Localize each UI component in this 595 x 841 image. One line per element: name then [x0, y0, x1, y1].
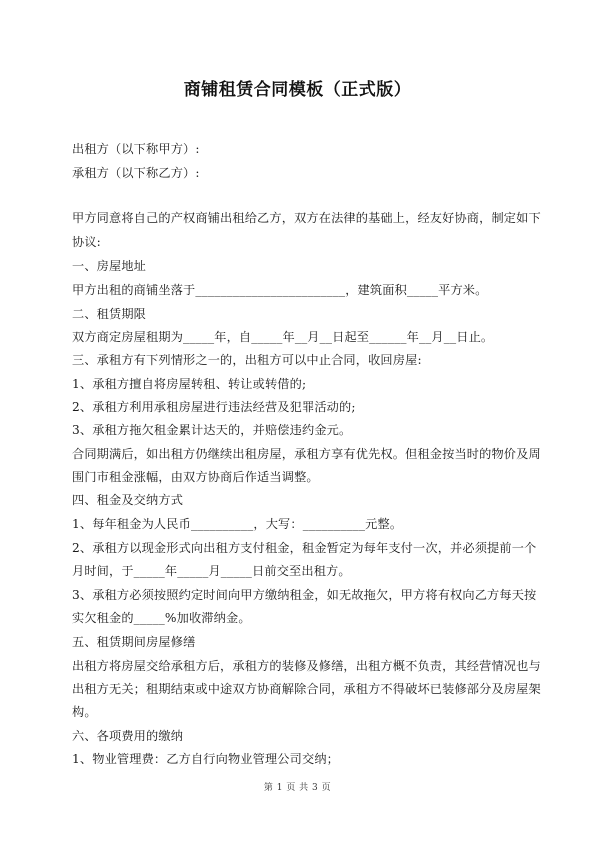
paragraph-line: 出租方（以下称甲方）:: [72, 142, 200, 156]
paragraph-line: 围门市租金涨幅，由双方协商后作适当调整。: [72, 470, 319, 484]
list-item: 2、承租方以现金形式向出租方支付租金，租金暂定为每年支付一次，并必须提前一个: [72, 541, 537, 555]
list-item: 1、承租方擅自将房屋转租、转让或转借的;: [72, 377, 307, 391]
paragraph-line: 甲方出租的商铺坐落于________________________，建筑面积_____平方米。: [72, 283, 488, 297]
paragraph-line: 合同期满后，如出租方仍继续出租房屋，承租方享有优先权。但租金按当时的物价及周: [72, 447, 541, 461]
document-title: 商铺租赁合同模板（正式版）: [183, 80, 412, 100]
paragraph-line: 实欠租金的_____%加收滞纳金。: [72, 611, 251, 625]
paragraph-line: 双方商定房屋租期为_____年，自_____年__月__日起至______年__月__日止。: [72, 330, 494, 344]
paragraph-line: 月时间，于_____年_____月_____日前交至出租方。: [72, 564, 351, 578]
paragraph-line: 出租方将房屋交给承租方后，承租方的装修及修缮，出租方概不负责，其经营情况也与: [72, 659, 541, 673]
section-heading: 六、各项费用的缴纳: [72, 729, 184, 743]
paragraph-line: 出租方无关；租期结束或中途双方协商解除合同，承租方不得破坏已装修部分及房屋架: [72, 682, 541, 696]
section-heading: 二、租赁期限: [72, 307, 147, 321]
section-heading: 一、房屋地址: [72, 259, 147, 273]
list-item: 3、承租方必须按照约定时间向甲方缴纳租金，如无故拖欠，甲方将有权向乙方每天按: [72, 588, 537, 602]
list-item: 1、物业管理费：乙方自行向物业管理公司交纳；: [72, 752, 339, 766]
paragraph-line: 协议:: [72, 235, 101, 249]
paragraph-line: 甲方同意将自己的产权商铺出租给乙方，双方在法律的基础上，经友好协商，制定如下: [72, 211, 541, 225]
list-item: 2、承租方利用承租房屋进行违法经营及犯罪活动的;: [72, 400, 356, 414]
list-item: 1、每年租金为人民币__________，大写：__________元整。: [72, 517, 403, 531]
section-heading: 三、承租方有下列情形之一的，出租方可以中止合同，收回房屋:: [72, 353, 422, 367]
page-footer: 第 1 页 共 3 页: [263, 783, 332, 793]
paragraph-line: 构。: [72, 705, 97, 719]
list-item: 3、承租方拖欠租金累计达天的，并赔偿违约金元。: [72, 423, 352, 437]
paragraph-line: 承租方（以下称乙方）:: [72, 166, 200, 180]
section-heading: 四、租金及交纳方式: [72, 493, 184, 507]
section-heading: 五、租赁期间房屋修缮: [72, 635, 196, 649]
